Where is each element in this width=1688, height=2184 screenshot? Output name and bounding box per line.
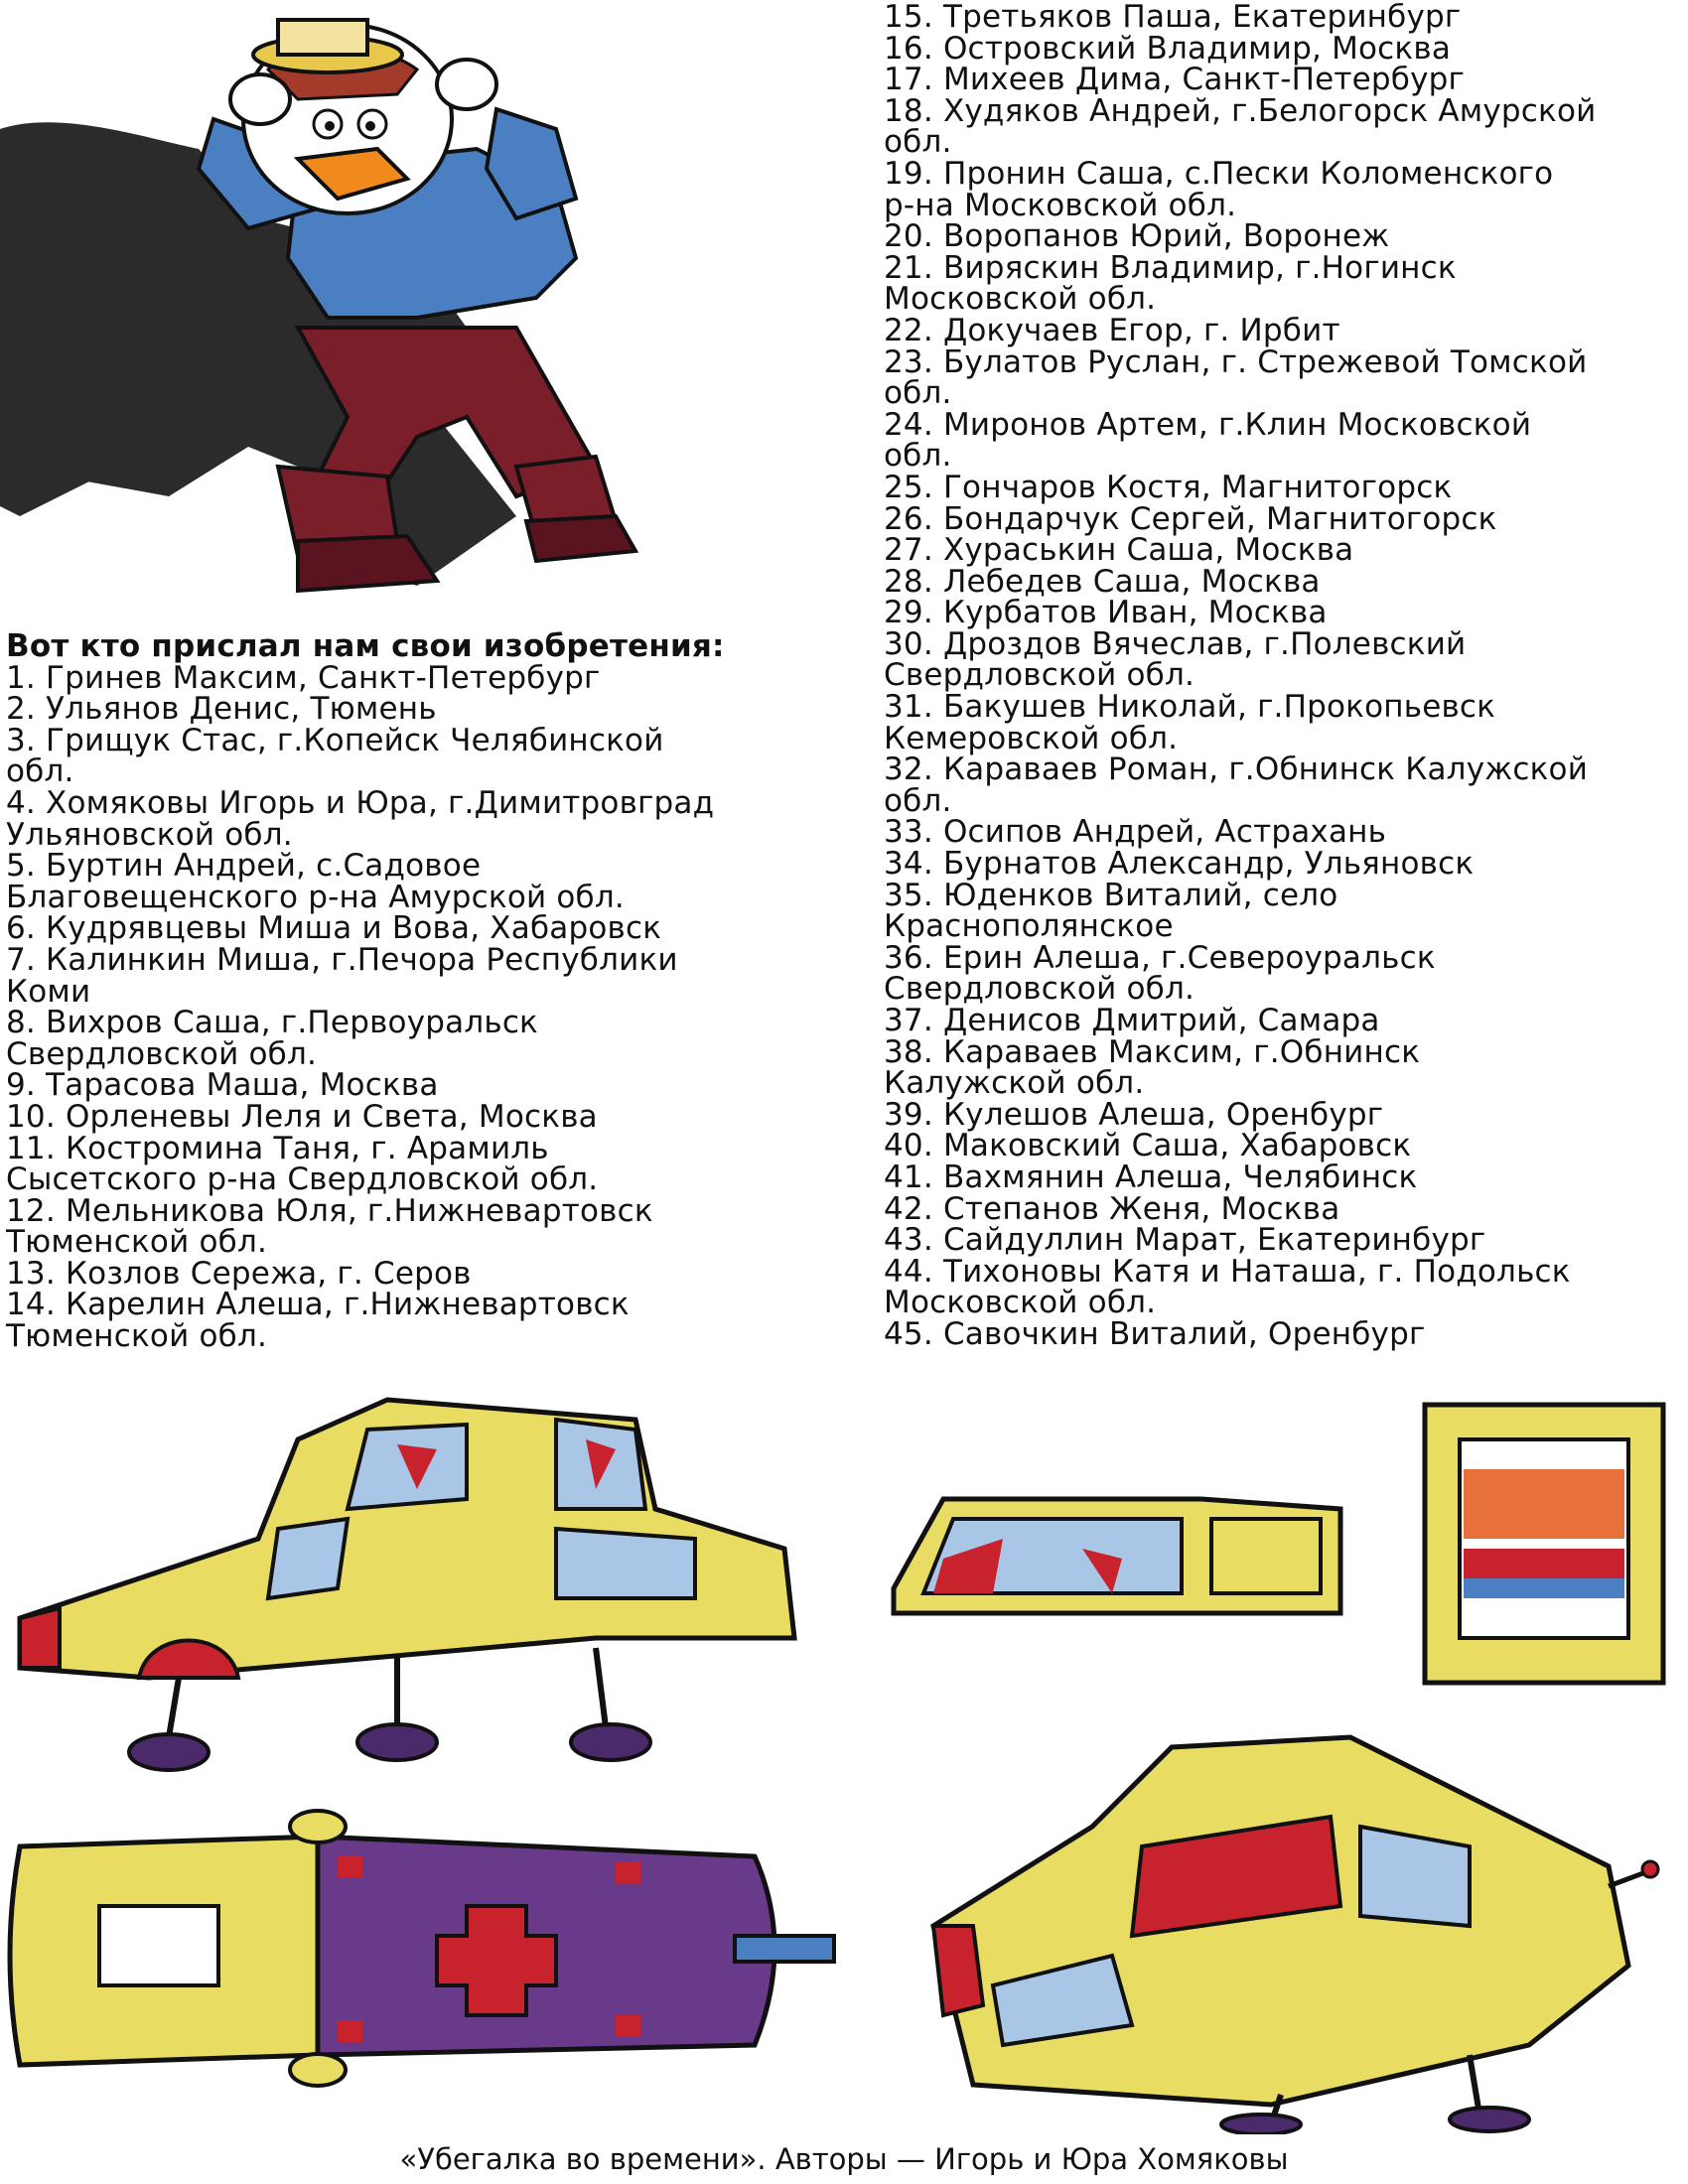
vehicle-top-view-illustration: [0, 1797, 854, 2095]
list-item: 8. Вихров Саша, г.Первоуральск Свердловской обл.: [6, 1005, 538, 1072]
list-item: 14. Карелин Алеша, г.Нижневартовск Тюменской обл.: [6, 1287, 630, 1355]
list-item: 10. Орленевы Леля и Света, Москва: [6, 1098, 598, 1135]
illustration-caption: «Убегалка во времени». Авторы — Игорь и Юра Хомяковы: [399, 2142, 1289, 2176]
car-door-panel-illustration: [884, 1469, 1360, 1628]
walking-car-side-illustration: [0, 1380, 874, 1777]
list-heading: Вот кто прислал нам свои изобретения:: [6, 628, 725, 664]
list-item: 36. Ерин Алеша, г.Североуральск Свердловской обл.: [884, 939, 1436, 1008]
list-item: 42. Степанов Женя, Москва: [884, 1190, 1340, 1227]
list-item: 43. Сайдуллин Марат, Екатеринбург: [884, 1222, 1486, 1259]
list-item: 7. Калинкин Миша, г.Печора Республики Коми: [6, 941, 678, 1010]
contributors-list-right: [884, 2, 1688, 1351]
contributors-list-left: [6, 628, 880, 1355]
list-item: 44. Тихоновы Катя и Наташа, г. Подольск Московской обл.: [884, 1253, 1571, 1321]
list-item: 2. Ульянов Денис, Тюмень: [6, 691, 437, 728]
list-item: 28. Лебедев Саша, Москва: [884, 563, 1321, 600]
list-item: 39. Кулешов Алеша, Оренбург: [884, 1096, 1384, 1133]
list-item: 18. Худяков Андрей, г.Белогорск Амурской обл.: [884, 92, 1597, 161]
window-panel-illustration: [1420, 1400, 1668, 1688]
walking-car-open-illustration: [914, 1707, 1668, 2134]
list-item: 34. Бурнатов Александр, Ульяновск: [884, 846, 1475, 883]
list-item: 16. Островский Владимир, Москва: [884, 30, 1452, 67]
list-item: 6. Кудрявцевы Миша и Вова, Хабаровск: [6, 910, 662, 947]
list-item: 26. Бондарчук Сергей, Магнитогорск: [884, 500, 1497, 537]
list-item: 33. Осипов Андрей, Астрахань: [884, 814, 1387, 851]
list-item: 9. Тарасова Маша, Москва: [6, 1067, 439, 1104]
list-item: 24. Миронов Артем, г.Клин Московской обл.: [884, 406, 1532, 475]
list-item: 12. Мельникова Юля, г.Нижневартовск Тюменской обл.: [6, 1192, 653, 1261]
list-item: 21. Виряскин Владимир, г.Ногинск Московской обл.: [884, 249, 1457, 318]
list-item: 4. Хомяковы Игорь и Юра, г.Димитровград Ульяновской обл.: [6, 784, 715, 853]
list-item: 25. Гончаров Костя, Магнитогорск: [884, 469, 1453, 505]
list-item: 19. Пронин Саша, с.Пески Коломенского р-на Московской обл.: [884, 155, 1554, 223]
duck-mascot-illustration: [0, 0, 854, 596]
list-item: 45. Савочкин Виталий, Оренбург: [884, 1315, 1426, 1352]
list-item: 22. Докучаев Егор, г. Ирбит: [884, 312, 1340, 348]
list-item: 5. Буртин Андрей, с.Садовое Благовещенского р-на Амурской обл.: [6, 848, 625, 915]
list-item: 20. Воропанов Юрий, Воронеж: [884, 218, 1390, 255]
list-item: 1. Гринев Максим, Санкт-Петербург: [6, 659, 601, 696]
list-item: 11. Костромина Таня, г. Арамиль Сысетского р-на Свердловской обл.: [6, 1130, 599, 1198]
list-item: 17. Михеев Дима, Санкт-Петербург: [884, 62, 1466, 98]
list-item: 37. Денисов Дмитрий, Самара: [884, 1003, 1380, 1038]
list-item: 41. Вахмянин Алеша, Челябинск: [884, 1159, 1418, 1195]
list-item: 40. Маковский Саша, Хабаровск: [884, 1128, 1412, 1164]
list-item: 13. Козлов Сережа, г. Серов: [6, 1255, 472, 1292]
list-item: 35. Юденков Виталий, село Краснополянское: [884, 877, 1338, 945]
list-item: 15. Третьяков Паша, Екатеринбург: [884, 0, 1462, 35]
list-item: 29. Курбатов Иван, Москва: [884, 595, 1328, 631]
list-item: 32. Караваев Роман, г.Обнинск Калужской обл.: [884, 751, 1589, 819]
list-item: 23. Булатов Руслан, г. Стрежевой Томской обл.: [884, 343, 1588, 412]
list-item: 38. Караваев Максим, г.Обнинск Калужской обл.: [884, 1033, 1421, 1102]
list-item: 3. Грищук Стас, г.Копейск Челябинской обл.: [6, 722, 664, 790]
list-item: 30. Дроздов Вячеслав, г.Полевский Свердловской обл.: [884, 625, 1467, 694]
list-item: 31. Бакушев Николай, г.Прокопьевск Кемеровской обл.: [884, 689, 1496, 756]
list-item: 27. Хураськин Саша, Москва: [884, 532, 1354, 569]
